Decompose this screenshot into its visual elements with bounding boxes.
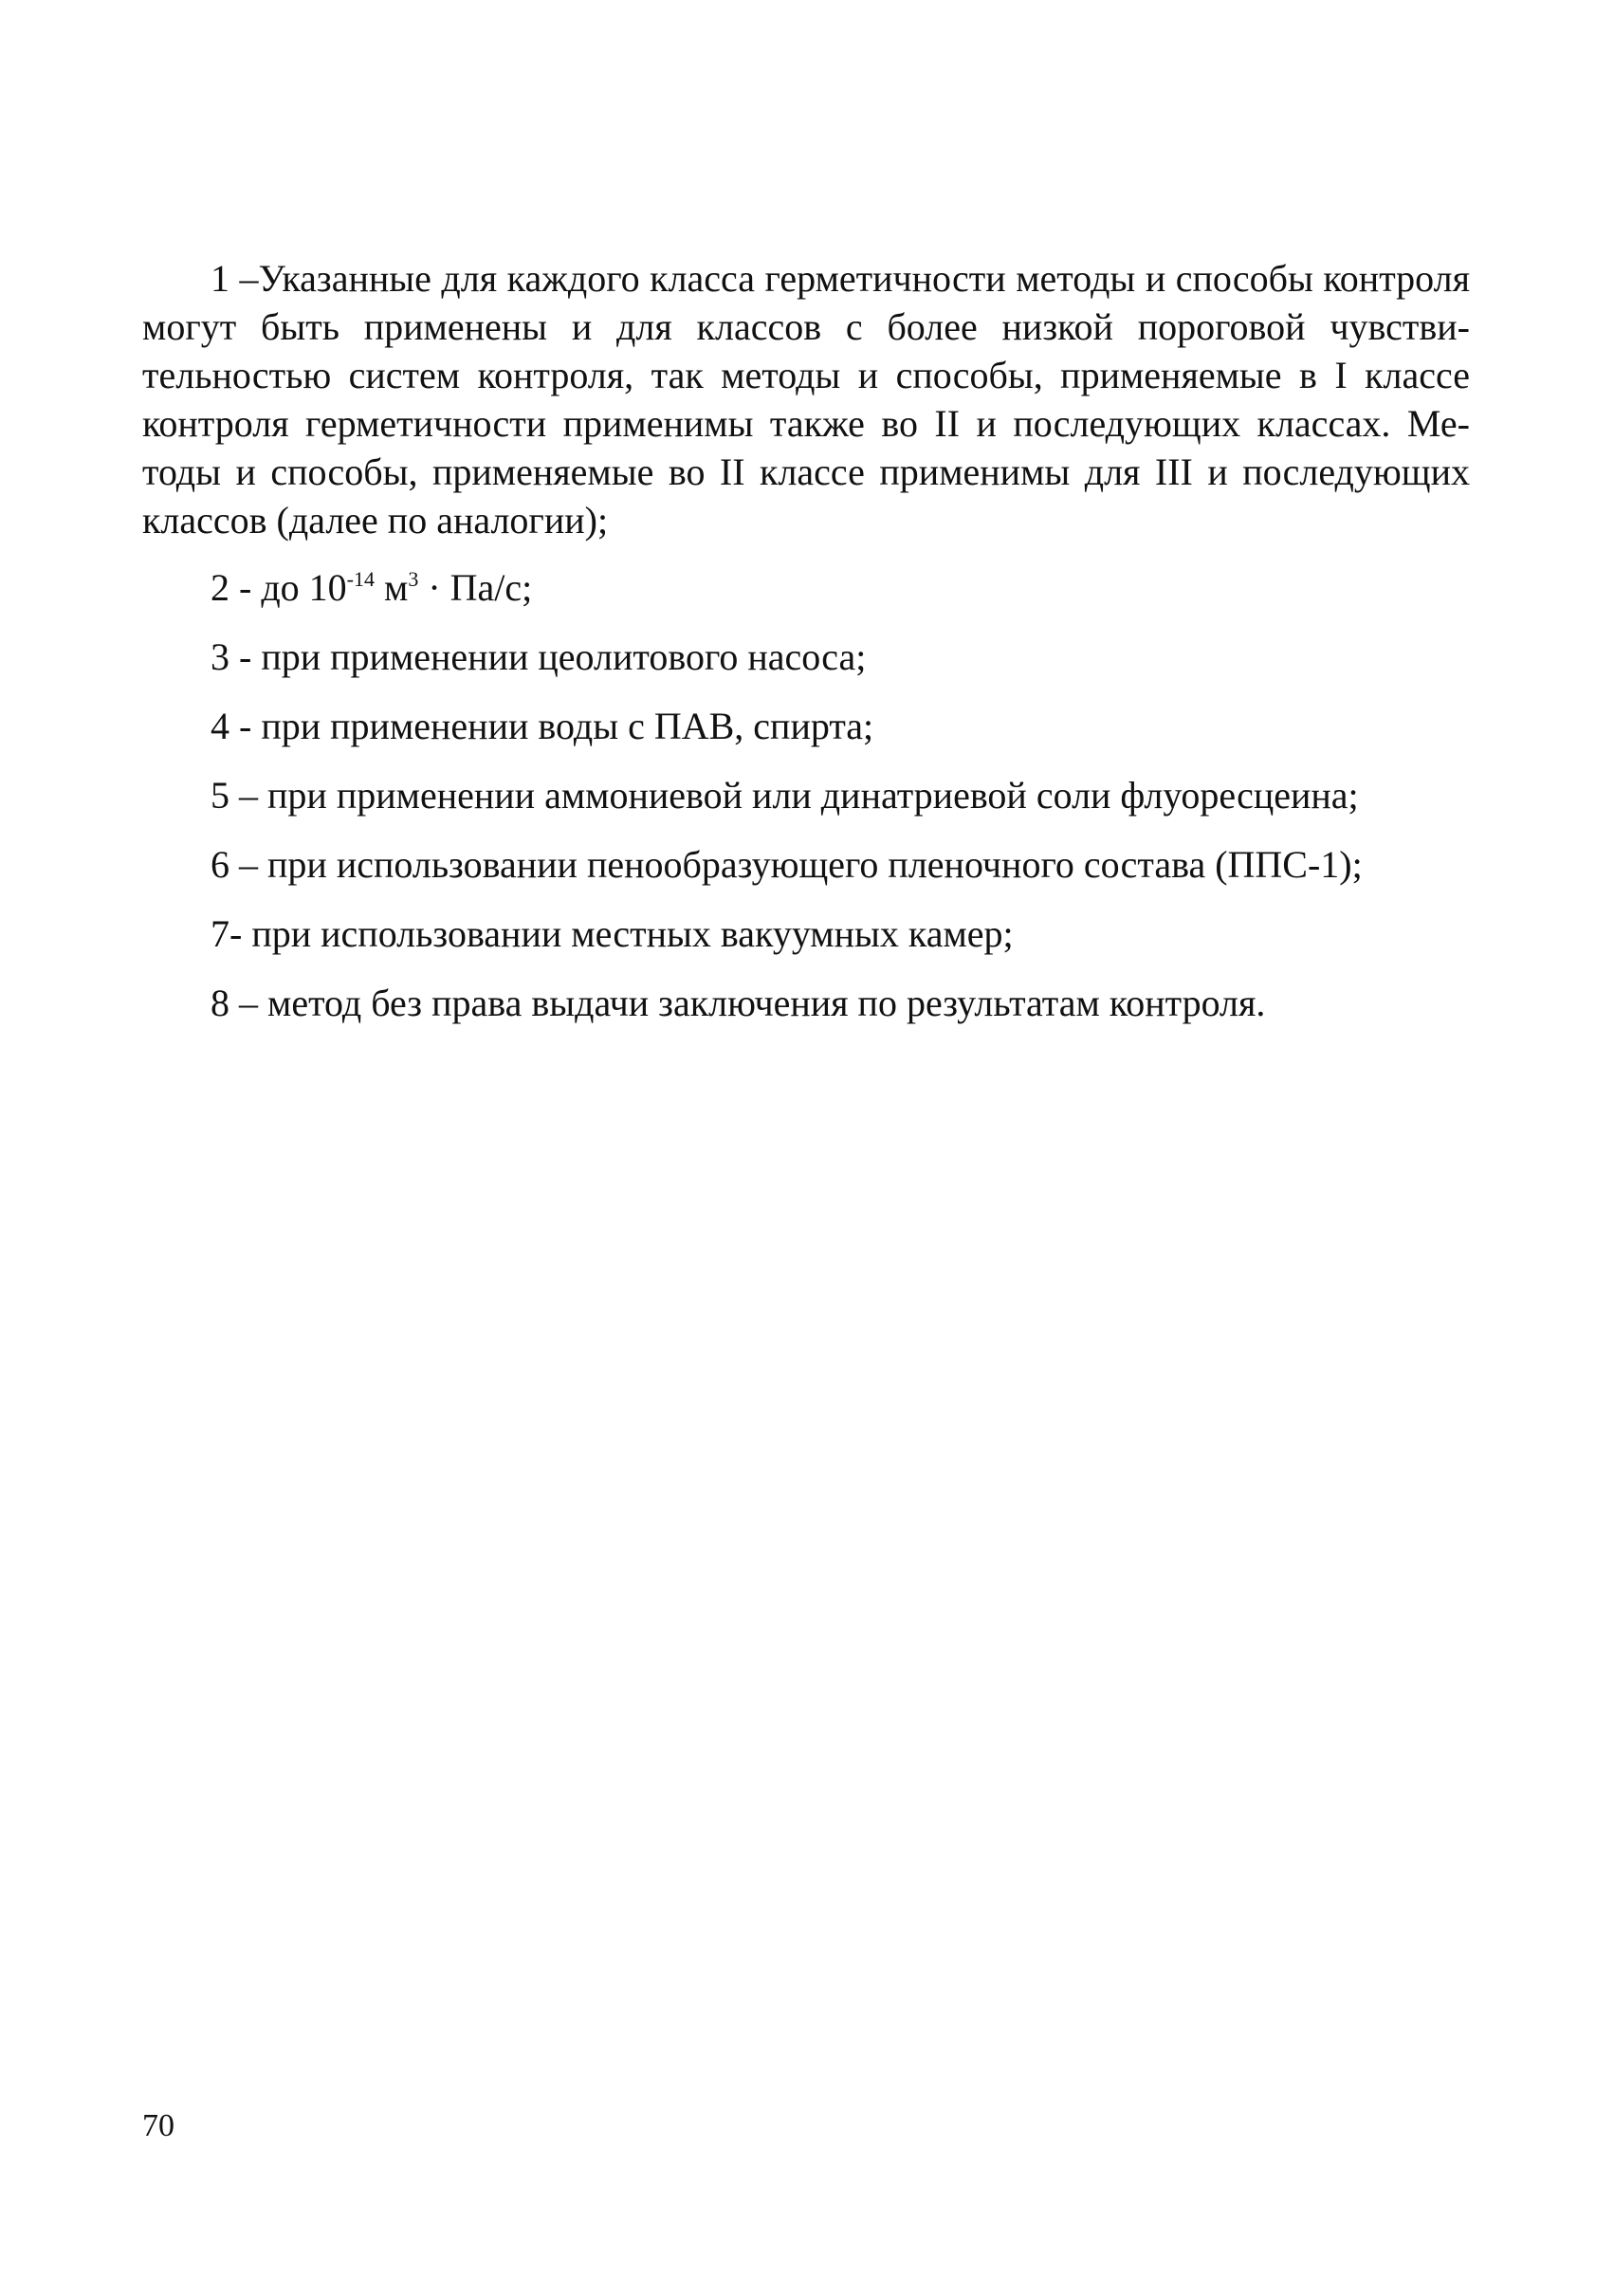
footnote-5: 5 – при применении аммониевой или динатриевой соли флуоресцеина; bbox=[211, 774, 1359, 817]
footnote-4: 4 - при применении воды с ПАВ, спирта; bbox=[211, 705, 874, 747]
footnote-3: 3 - при применении цеолитового насоса; bbox=[211, 635, 867, 678]
page-number: 70 bbox=[142, 2108, 174, 2143]
footnote-2-suffix: · Па/с; bbox=[418, 566, 533, 609]
footnote-1: 1 –Указанные для каждого класса герметичности методы и способы контроля могут быть применены и для классов с более низкой пороговой чувствительностью систем контроля, так методы и способы, применяемые в I классе контроля герметичности применимы также во II и последующих классах. Методы и способы, применяемые во II классе применимы для III и последующих классов (далее по аналогии); bbox=[142, 257, 1470, 542]
footnote-2-exponent: -14 bbox=[346, 567, 375, 591]
footnote-2-prefix: 2 - до 10 bbox=[211, 566, 347, 609]
footnote-2-unit-exponent: 3 bbox=[408, 567, 419, 591]
footnote-6: 6 – при использовании пенообразующего пленочного состава (ППС-1); bbox=[211, 843, 1363, 886]
footnotes-list bbox=[142, 254, 1470, 1048]
footnote-2 bbox=[211, 563, 1470, 612]
footnote-2-unit: м bbox=[375, 566, 409, 609]
footnote-8: 8 – метод без права выдачи заключения по результатам контроля. bbox=[211, 982, 1266, 1024]
footnote-7: 7- при использовании местных вакуумных камер; bbox=[211, 912, 1014, 955]
